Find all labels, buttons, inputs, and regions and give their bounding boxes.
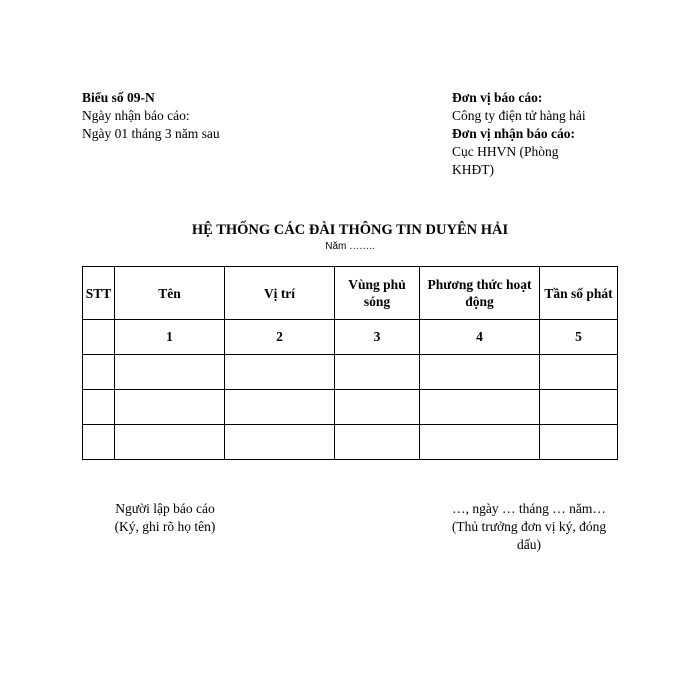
header-phuongthuc (420, 267, 540, 320)
table-cell (225, 425, 335, 460)
column-number-1: 1 (115, 320, 225, 355)
receiving-unit-value-line1: Cục HHVN (Phòng (452, 144, 559, 159)
header-stt: STT (83, 267, 115, 320)
signature-right-line2: (Thủ trưởng đơn vị ký, đóng (451, 519, 607, 534)
document-subtitle: Năm …….. (325, 241, 375, 252)
table-cell (420, 355, 540, 390)
table-cell (83, 320, 115, 355)
table-number-row (83, 320, 618, 355)
header-tanso: Tần số phát (540, 267, 618, 320)
table-cell (540, 390, 618, 425)
header-vung-line1: Vùng phủ (348, 277, 406, 292)
signature-right-line1: …, ngày … tháng … năm… (452, 501, 606, 516)
table-cell (83, 355, 115, 390)
table-row (83, 390, 618, 425)
table-cell (115, 355, 225, 390)
document-title: HỆ THỐNG CÁC ĐÀI THÔNG TIN DUYÊN HẢI (191, 222, 509, 238)
table-cell (335, 425, 420, 460)
signature-left (100, 500, 230, 536)
receive-date-value: Ngày 01 tháng 3 năm sau (82, 126, 220, 141)
signature-right (440, 500, 618, 554)
table-cell (420, 425, 540, 460)
signature-left-line2: (Ký, ghi rõ họ tên) (114, 519, 216, 534)
table-cell (335, 355, 420, 390)
receiving-unit-label: Đơn vị nhận báo cáo: (452, 126, 576, 141)
header-left (82, 89, 220, 143)
column-number-2: 2 (225, 320, 335, 355)
table-cell (225, 355, 335, 390)
header-phuongthuc-line1: Phương thức hoạt (427, 277, 532, 292)
header-vung (335, 267, 420, 320)
table-cell (225, 390, 335, 425)
signature-right-line3: dấu) (517, 537, 541, 552)
table-cell (540, 425, 618, 460)
table-cell (115, 390, 225, 425)
receiving-unit-value-line2: KHĐT) (452, 162, 494, 177)
table-cell (540, 355, 618, 390)
table-cell (335, 390, 420, 425)
header-phuongthuc-line2: động (465, 294, 494, 309)
header-right (452, 89, 622, 179)
table-row (83, 355, 618, 390)
stations-table (82, 266, 618, 460)
header-ten: Tên (115, 267, 225, 320)
reporting-unit-label: Đơn vị báo cáo: (452, 90, 543, 105)
table-cell (83, 425, 115, 460)
column-number-5: 5 (540, 320, 618, 355)
table-cell (420, 390, 540, 425)
reporting-unit-value: Công ty điện tử hàng hải (452, 108, 586, 123)
form-code: Biểu số 09-N (82, 90, 155, 105)
table-cell (115, 425, 225, 460)
table-row (83, 425, 618, 460)
table-cell (83, 390, 115, 425)
column-number-3: 3 (335, 320, 420, 355)
receive-date-label: Ngày nhận báo cáo: (82, 108, 190, 123)
column-number-4: 4 (420, 320, 540, 355)
header-vitri: Vị trí (225, 267, 335, 320)
header-vung-line2: sóng (363, 294, 391, 309)
table-header-row (83, 267, 618, 320)
signature-left-line1: Người lập báo cáo (115, 501, 215, 516)
